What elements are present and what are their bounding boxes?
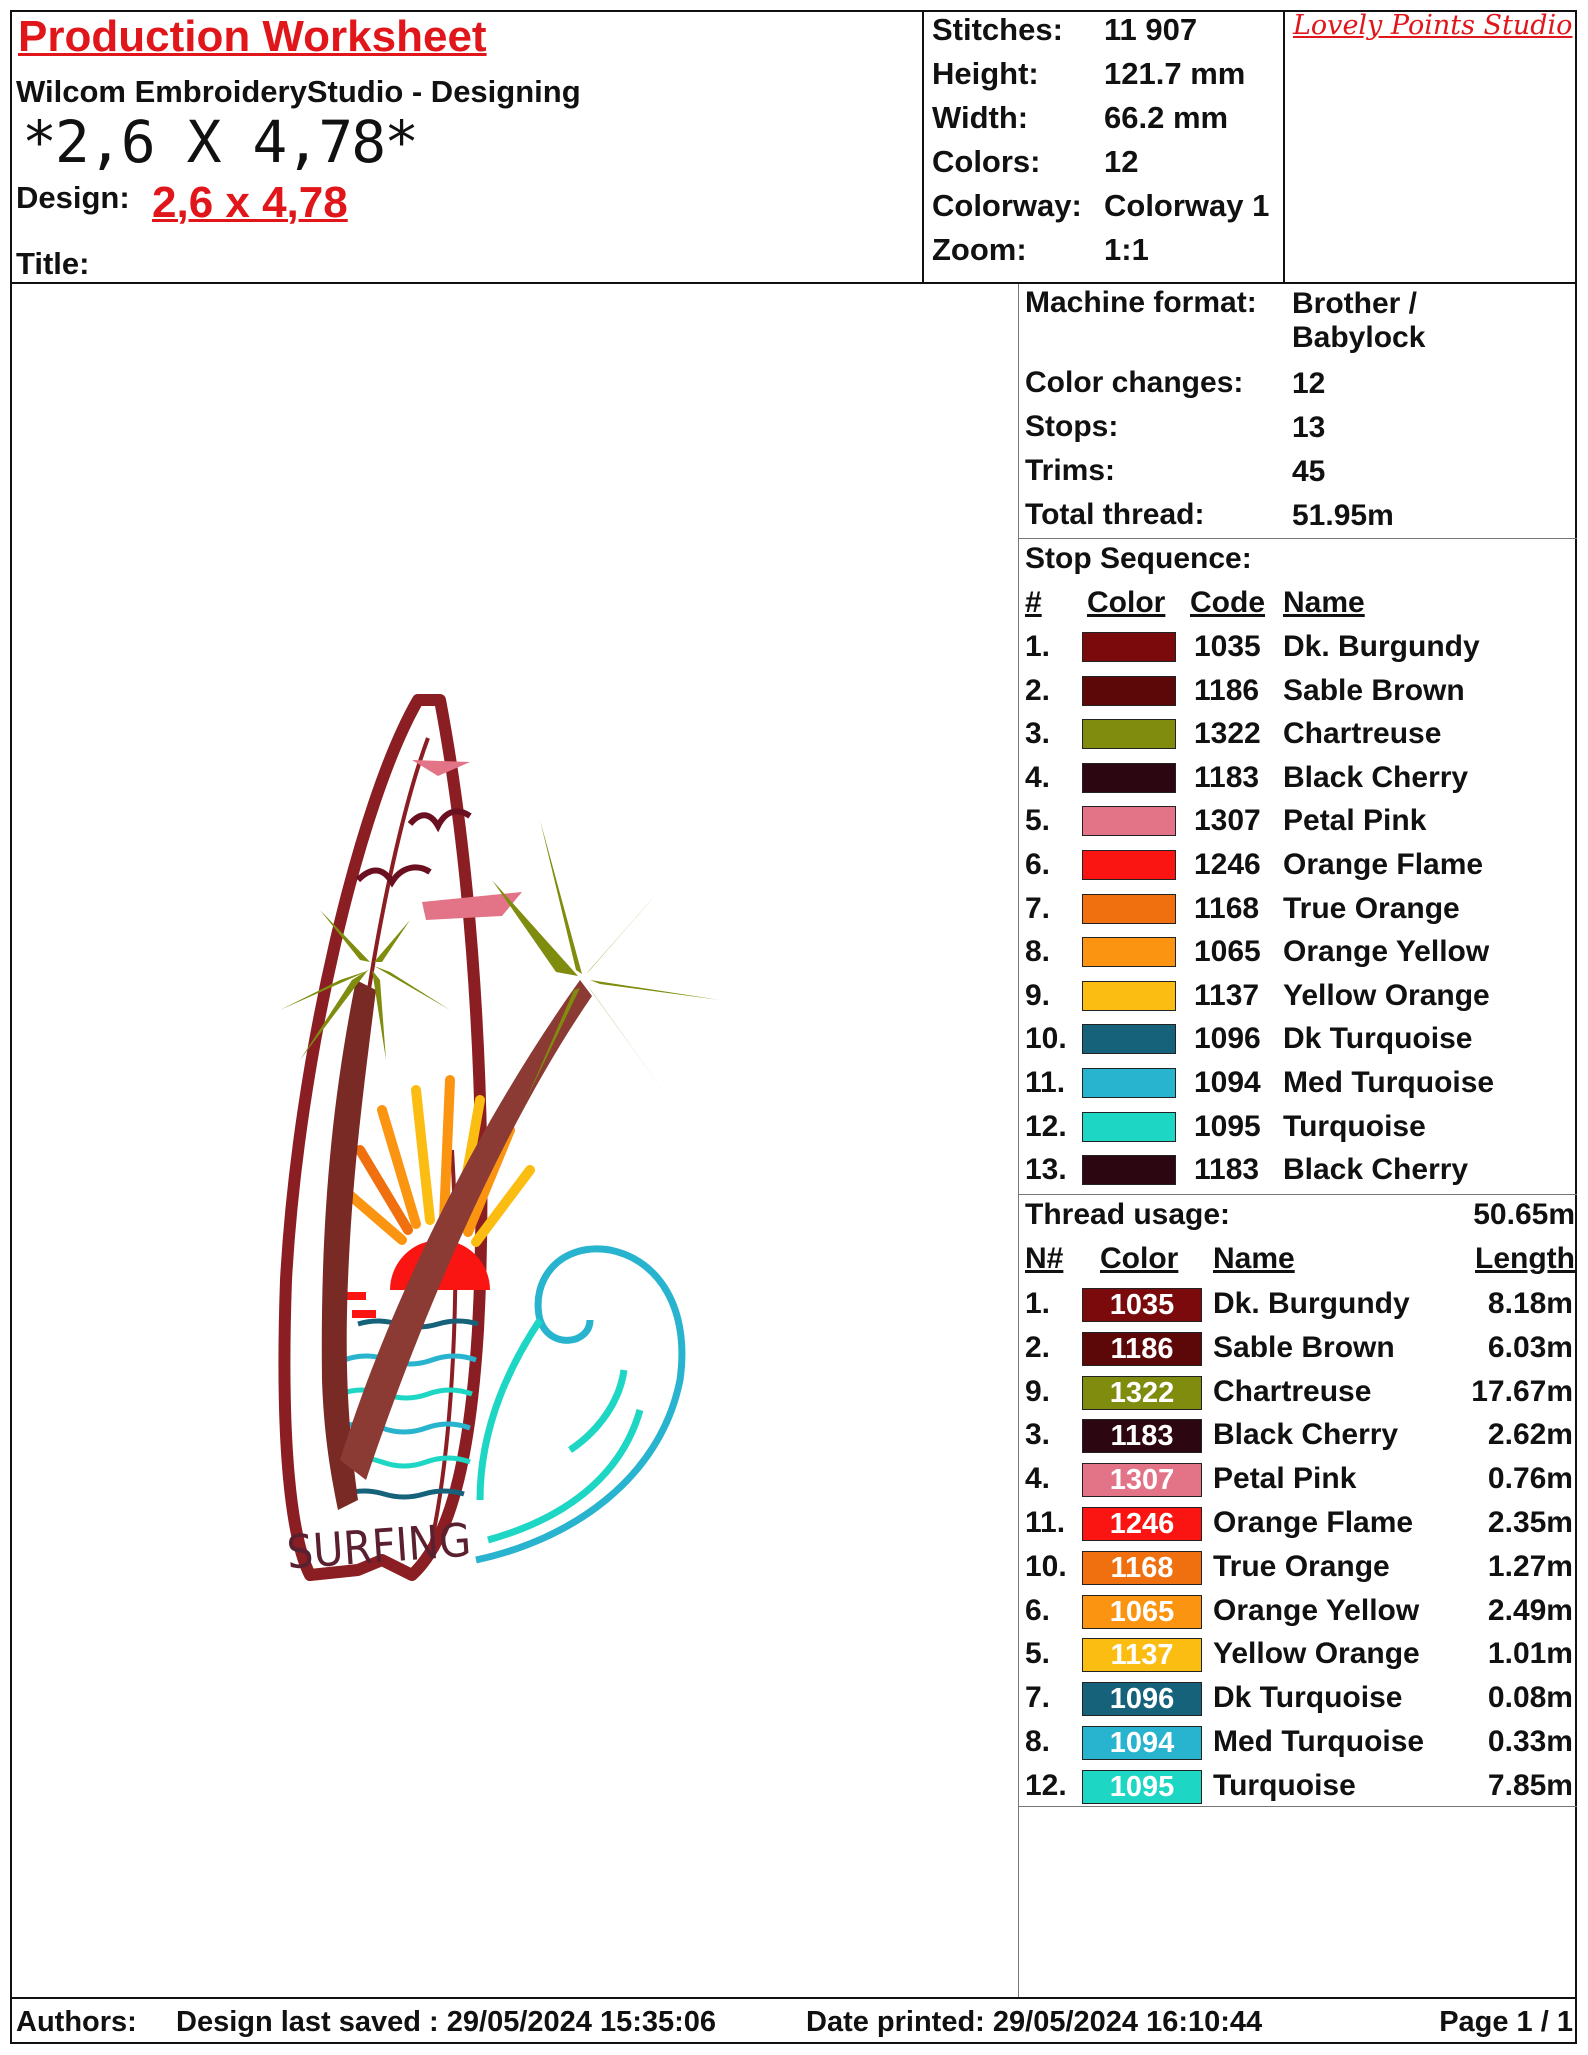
- seq-num: 11.: [1025, 1066, 1066, 1099]
- color-chip: 1183: [1082, 1419, 1202, 1453]
- usage-num: 6.: [1025, 1593, 1051, 1627]
- usage-length: 2.62m: [1487, 1418, 1573, 1452]
- seq-num: 6.: [1025, 848, 1051, 881]
- info-value: 45: [1292, 455, 1326, 488]
- machine-format-value-1: Brother /: [1292, 287, 1418, 320]
- seq-code: 1168: [1194, 891, 1260, 925]
- usage-num: 4.: [1025, 1462, 1051, 1496]
- seq-num: 4.: [1025, 760, 1051, 794]
- stop-sequence-rule: [1018, 1194, 1577, 1195]
- stat-value: 12: [1104, 144, 1139, 179]
- footer-top-rule: [10, 1997, 1577, 1999]
- seq-name: Orange Flame: [1283, 848, 1484, 881]
- color-chip: 1168: [1082, 1551, 1202, 1585]
- stat-label: Colors:: [932, 144, 1041, 179]
- seq-name: Turquoise: [1283, 1109, 1426, 1143]
- usage-name: Med Turquoise: [1213, 1725, 1425, 1758]
- seq-num: 5.: [1025, 804, 1051, 838]
- footer-printed: Date printed: 29/05/2024 16:10:44: [806, 2006, 1263, 2038]
- header-divider-right: [1283, 10, 1285, 284]
- color-swatch: [1082, 894, 1176, 924]
- usage-length: 8.18m: [1487, 1287, 1573, 1320]
- color-swatch: [1082, 763, 1176, 793]
- seq-num: 2.: [1025, 673, 1051, 707]
- studio-logo: Lovely Points Studio: [1293, 10, 1573, 41]
- thread-usage-total: 50.65m: [1473, 1198, 1575, 1231]
- color-swatch: [1082, 806, 1176, 836]
- usage-length: 1.27m: [1487, 1549, 1573, 1583]
- thread-usage-row: [1025, 1462, 1573, 1502]
- title-label: Title:: [16, 246, 90, 281]
- seq-code: 1035: [1194, 630, 1261, 663]
- color-swatch: [1082, 981, 1176, 1011]
- app-name: Wilcom EmbroideryStudio - Designing: [16, 74, 581, 109]
- usage-num: 5.: [1025, 1637, 1051, 1671]
- seq-code: 1094: [1194, 1066, 1261, 1099]
- stat-value: 1:1: [1104, 232, 1149, 267]
- machine-section-rule: [1018, 538, 1577, 539]
- seq-header-color: Color: [1087, 586, 1166, 619]
- stat-label: Stitches:: [932, 12, 1063, 47]
- design-preview: [240, 680, 800, 1610]
- usage-name: Orange Flame: [1213, 1506, 1414, 1539]
- board-text: SURFING: [285, 1512, 473, 1580]
- usage-num: 9.: [1025, 1374, 1051, 1408]
- design-label: Design:: [16, 180, 130, 215]
- seq-name: Petal Pink: [1283, 804, 1427, 838]
- thread-usage-row: [1025, 1594, 1573, 1634]
- stat-label: Zoom:: [932, 232, 1027, 267]
- thread-usage-row: [1025, 1681, 1573, 1721]
- thread-usage-row: [1025, 1725, 1573, 1765]
- usage-length: 17.67m: [1471, 1374, 1573, 1408]
- header-divider-left: [922, 10, 924, 284]
- color-chip: 1186: [1082, 1332, 1202, 1366]
- seq-code: 1322: [1194, 717, 1261, 751]
- thread-usage-row: [1025, 1418, 1573, 1458]
- thread-usage-row: [1025, 1331, 1573, 1371]
- usage-num: 11.: [1025, 1506, 1066, 1539]
- usage-num: 1.: [1025, 1287, 1051, 1320]
- thread-usage-row: [1025, 1550, 1573, 1590]
- color-chip: 1065: [1082, 1595, 1202, 1629]
- usage-length: 6.03m: [1487, 1330, 1573, 1364]
- usage-header-length: Length: [1475, 1242, 1575, 1275]
- usage-length: 2.35m: [1487, 1506, 1573, 1539]
- usage-name: Dk. Burgundy: [1213, 1287, 1410, 1320]
- stat-value: 121.7 mm: [1104, 56, 1246, 91]
- seq-name: Chartreuse: [1283, 717, 1442, 751]
- stat-value: 11 907: [1104, 12, 1198, 47]
- thread-usage-row: [1025, 1769, 1573, 1809]
- color-chip: 1095: [1082, 1770, 1202, 1804]
- seq-name: Sable Brown: [1283, 673, 1465, 707]
- usage-length: 7.85m: [1487, 1768, 1573, 1802]
- usage-num: 8.: [1025, 1725, 1051, 1758]
- seq-name: True Orange: [1283, 891, 1460, 925]
- usage-num: 12.: [1025, 1768, 1067, 1802]
- info-label: Trims:: [1025, 454, 1116, 487]
- color-chip: 1096: [1082, 1682, 1202, 1716]
- info-label: Color changes:: [1025, 366, 1244, 399]
- thread-usage-row: [1025, 1506, 1573, 1546]
- stop-sequence-title: Stop Sequence:: [1025, 542, 1252, 575]
- seq-code: 1186: [1194, 673, 1260, 707]
- info-label: Total thread:: [1025, 498, 1205, 531]
- seq-name: Black Cherry: [1283, 1153, 1469, 1187]
- usage-name: Turquoise: [1213, 1768, 1356, 1802]
- info-value: 13: [1292, 411, 1326, 444]
- stat-label: Height:: [932, 56, 1039, 91]
- seq-num: 1.: [1025, 630, 1051, 663]
- size-text: *2,6 X 4,78*: [22, 108, 418, 176]
- info-panel-divider: [1018, 284, 1019, 1997]
- stat-label: Width:: [932, 100, 1029, 135]
- seq-code: 1183: [1194, 760, 1260, 794]
- footer-page: Page 1 / 1: [1439, 2006, 1573, 2038]
- usage-name: Sable Brown: [1213, 1330, 1395, 1364]
- usage-length: 0.08m: [1487, 1681, 1573, 1715]
- usage-name: Dk Turquoise: [1213, 1681, 1403, 1715]
- seq-code: 1307: [1194, 804, 1261, 838]
- color-chip: 1035: [1082, 1288, 1202, 1322]
- usage-name: Orange Yellow: [1213, 1593, 1420, 1627]
- seq-code: 1095: [1194, 1109, 1261, 1143]
- seq-code: 1065: [1194, 935, 1261, 969]
- header-bottom-rule: [10, 282, 1577, 284]
- usage-length: 0.76m: [1487, 1462, 1573, 1496]
- usage-length: 0.33m: [1487, 1725, 1573, 1758]
- page-title: Production Worksheet: [18, 12, 487, 61]
- color-chip: 1246: [1082, 1507, 1202, 1541]
- seq-num: 13.: [1025, 1153, 1067, 1187]
- seq-name: Orange Yellow: [1283, 935, 1490, 969]
- footer-authors: Authors:: [16, 2006, 137, 2038]
- seq-name: Med Turquoise: [1283, 1066, 1495, 1099]
- seq-code: 1096: [1194, 1022, 1261, 1056]
- color-swatch: [1082, 1068, 1176, 1098]
- seq-code: 1246: [1194, 848, 1261, 881]
- thread-usage-rule: [1018, 1806, 1577, 1807]
- usage-name: Petal Pink: [1213, 1462, 1357, 1496]
- seq-name: Yellow Orange: [1283, 978, 1490, 1012]
- usage-name: Yellow Orange: [1213, 1637, 1420, 1671]
- usage-header-name: Name: [1213, 1242, 1295, 1275]
- color-swatch: [1082, 719, 1176, 749]
- color-chip: 1307: [1082, 1463, 1202, 1497]
- usage-num: 7.: [1025, 1681, 1051, 1715]
- usage-num: 3.: [1025, 1418, 1051, 1452]
- usage-num: 10.: [1025, 1549, 1067, 1583]
- machine-format-value-2: Babylock: [1292, 321, 1426, 354]
- machine-format-label: Machine format:: [1025, 286, 1257, 319]
- seq-num: 10.: [1025, 1022, 1067, 1056]
- seq-code: 1183: [1194, 1153, 1260, 1187]
- seq-name: Dk. Burgundy: [1283, 630, 1480, 663]
- thread-usage-row: [1025, 1287, 1573, 1327]
- usage-name: Chartreuse: [1213, 1374, 1372, 1408]
- stat-value: Colorway 1: [1104, 188, 1270, 223]
- seq-name: Dk Turquoise: [1283, 1022, 1473, 1056]
- wave-icon: [476, 1249, 682, 1560]
- thread-usage-row: [1025, 1375, 1573, 1415]
- color-swatch: [1082, 632, 1176, 662]
- footer-saved: Design last saved : 29/05/2024 15:35:06: [176, 2006, 717, 2038]
- color-swatch: [1082, 1112, 1176, 1142]
- seq-num: 9.: [1025, 978, 1051, 1012]
- color-swatch: [1082, 676, 1176, 706]
- usage-length: 2.49m: [1487, 1593, 1573, 1627]
- color-swatch: [1082, 1024, 1176, 1054]
- color-chip: 1094: [1082, 1726, 1202, 1760]
- seq-name: Black Cherry: [1283, 760, 1469, 794]
- usage-header-num: N#: [1025, 1242, 1064, 1275]
- seq-num: 12.: [1025, 1109, 1067, 1143]
- color-swatch: [1082, 937, 1176, 967]
- thread-usage-title: Thread usage:: [1025, 1198, 1231, 1231]
- info-value: 12: [1292, 367, 1326, 400]
- info-label: Stops:: [1025, 410, 1119, 443]
- seq-code: 1137: [1194, 978, 1260, 1012]
- color-swatch: [1082, 850, 1176, 880]
- design-value: 2,6 x 4,78: [152, 178, 348, 227]
- seq-header-num: #: [1025, 586, 1042, 619]
- stat-value: 66.2 mm: [1104, 100, 1229, 135]
- seq-num: 7.: [1025, 891, 1051, 925]
- thread-usage-row: [1025, 1637, 1573, 1677]
- color-chip: 1322: [1082, 1376, 1202, 1410]
- usage-header-color: Color: [1100, 1242, 1179, 1275]
- seq-num: 3.: [1025, 717, 1051, 751]
- info-value: 51.95m: [1292, 499, 1394, 532]
- usage-num: 2.: [1025, 1330, 1051, 1364]
- seq-header-code: Code: [1190, 586, 1265, 619]
- stat-label: Colorway:: [932, 188, 1082, 223]
- usage-name: Black Cherry: [1213, 1418, 1399, 1452]
- color-chip: 1137: [1082, 1638, 1202, 1672]
- usage-length: 1.01m: [1487, 1637, 1573, 1671]
- seq-num: 8.: [1025, 935, 1051, 969]
- usage-name: True Orange: [1213, 1549, 1390, 1583]
- seq-header-name: Name: [1283, 586, 1365, 619]
- color-swatch: [1082, 1155, 1176, 1185]
